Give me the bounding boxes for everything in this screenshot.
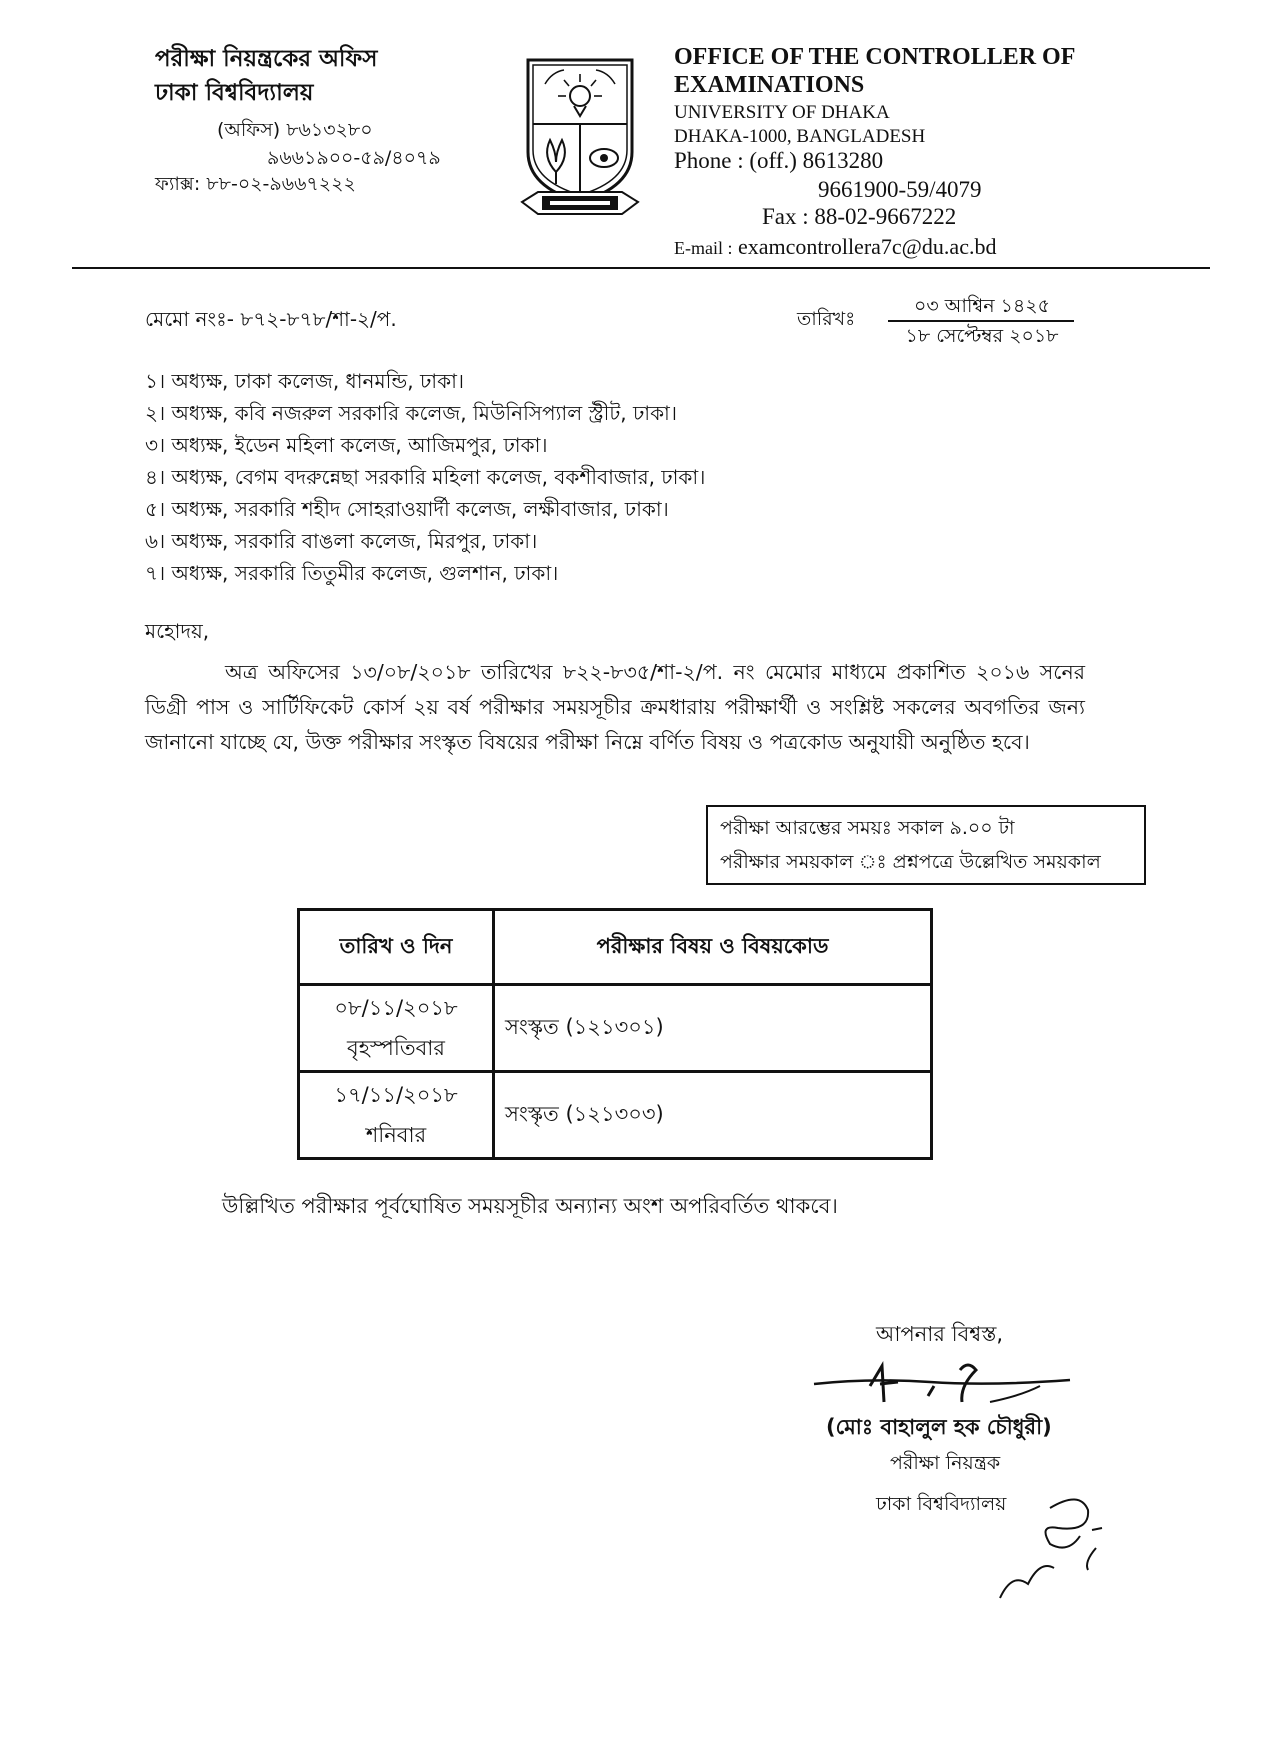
office-phone-bn: (অফিস) ৮৬১৩২৮০ [217,119,373,141]
fax-bn: ফ্যাক্স: ৮৮-০২-৯৬৬৭২২২ [155,173,356,195]
recipient-item: ৭। অধ্যক্ষ, সরকারি তিতুমীর কলেজ, গুলশান, ঢাকা। [145,561,559,585]
exam-start-time: পরীক্ষা আরম্ভের সময়ঃ সকাল ৯.০০ টা [720,817,1015,839]
row-subject: সংস্কৃত (১২১৩০৩) [494,1072,932,1159]
salutation: মহোদয়, [145,619,210,643]
university-name-en: UNIVERSITY OF DHAKA [674,102,890,123]
recipient-item: ৪। অধ্যক্ষ, বেগম বদরুন্নেছা সরকারি মহিলা কলেজ, বকশীবাজার, ঢাকা। [145,465,706,489]
phone-en: Phone : (off.) 8613280 [674,148,884,173]
row-date-cell [299,985,494,1072]
signer-university: ঢাকা বিশ্ববিদ্যালয় [876,1493,1007,1515]
email-line [674,234,996,260]
office-name-bn: পরীক্ষা নিয়ন্ত্রকের অফিস [155,46,378,72]
memo-number: মেমো নংঃ- ৮৭২-৮৭৮/শা-২/প. [145,307,397,331]
table-header-row [299,910,932,985]
signer-title: পরীক্ষা নিয়ন্ত্রক [890,1452,1001,1474]
office-phone2-bn: ৯৬৬১৯০০-৫৯/৪০৭৯ [267,147,441,169]
university-name-bn: ঢাকা বিশ্ববিদ্যালয় [155,80,314,106]
exam-time-box [706,805,1146,885]
table-row [299,985,932,1072]
exam-schedule-table [297,908,933,1160]
date-bangla: ০৩ আশ্বিন ১৪২৫ [914,295,1050,317]
recipient-item: ২। অধ্যক্ষ, কবি নজরুল সরকারি কলেজ, মিউনিসিপ্যাল স্ট্রীট, ঢাকা। [145,401,678,425]
row-day: বৃহস্পতিবার [347,1036,445,1060]
row-date: ০৮/১১/২০১৮ [334,996,458,1020]
fax-en: Fax : 88-02-9667222 [762,204,957,229]
recipient-item: ৩। অধ্যক্ষ, ইডেন মহিলা কলেজ, আজিমপুর, ঢাকা। [145,433,548,457]
signer-name: (মোঃ বাহালুল হক চৌধুরী) [826,1415,1052,1439]
initials-scribble [980,1488,1130,1608]
row-day: শনিবার [365,1123,427,1147]
row-date: ১৭/১১/২০১৮ [334,1083,458,1107]
university-logo [520,52,640,222]
recipient-item: ১। অধ্যক্ষ, ঢাকা কলেজ, ধানমন্ডি, ঢাকা। [145,369,465,393]
office-name-en-line2: EXAMINATIONS [674,72,865,98]
footnote: উল্লিখিত পরীক্ষার পূর্বঘোষিত সময়সূচীর অন্যান্য অংশ অপরিবর্তিত থাকবে। [222,1194,838,1218]
recipient-item: ৬। অধ্যক্ষ, সরকারি বাঙলা কলেজ, মিরপুর, ঢাকা। [145,529,538,553]
date-english: ১৮ সেপ্টেম্বর ২০১৮ [905,325,1059,347]
exam-duration: পরীক্ষার সময়কাল ঃ প্রশ্নপত্রে উল্লেখিত সময়কাল [720,851,1101,873]
body-paragraph: অত্র অফিসের ১৩/০৮/২০১৮ তারিখের ৮২২-৮৩৫/শা-২/প. নং মেমোর মাধ্যমে প্রকাশিত ২০১৬ সনের ডিগ্রী পাস ও সার্টিফিকেট কোর্স ২য় বর্ষ পরীক্ষার সময়সূচীর ক্রমধারায় পরীক্ষার্থী ও সংশ্লিষ্ট সকলের অবগতির জন্য জানানো যাচ্ছে যে, উক্ত পরীক্ষার সংস্কৃত বিষয়ের পরীক্ষা নিম্নে বর্ণিত বিষয় ও পত্রকোড অনুযায়ী অনুষ্ঠিত হবে। [145,660,1085,754]
header-subject-code: পরীক্ষার বিষয় ও বিষয়কোড [494,910,932,985]
row-subject: সংস্কৃত (১২১৩০১) [494,985,932,1072]
header-date-day: তারিখ ও দিন [299,910,494,985]
date-label: তারিখঃ [797,308,856,330]
table-row [299,1072,932,1159]
email-label: E-mail : [674,238,733,258]
closing-regards: আপনার বিশ্বস্ত, [876,1322,1004,1346]
office-name-en-line1: OFFICE OF THE CONTROLLER OF [674,44,1076,70]
header-divider [72,267,1210,269]
email-address[interactable]: examcontrollera7c@du.ac.bd [737,234,997,259]
recipient-item: ৫। অধ্যক্ষ, সরকারি শহীদ সোহরাওয়ার্দী কলেজ, লক্ষীবাজার, ঢাকা। [145,497,669,521]
phone2-en: 9661900-59/4079 [818,177,982,202]
address-en: DHAKA-1000, BANGLADESH [674,126,926,147]
row-date-cell [299,1072,494,1159]
